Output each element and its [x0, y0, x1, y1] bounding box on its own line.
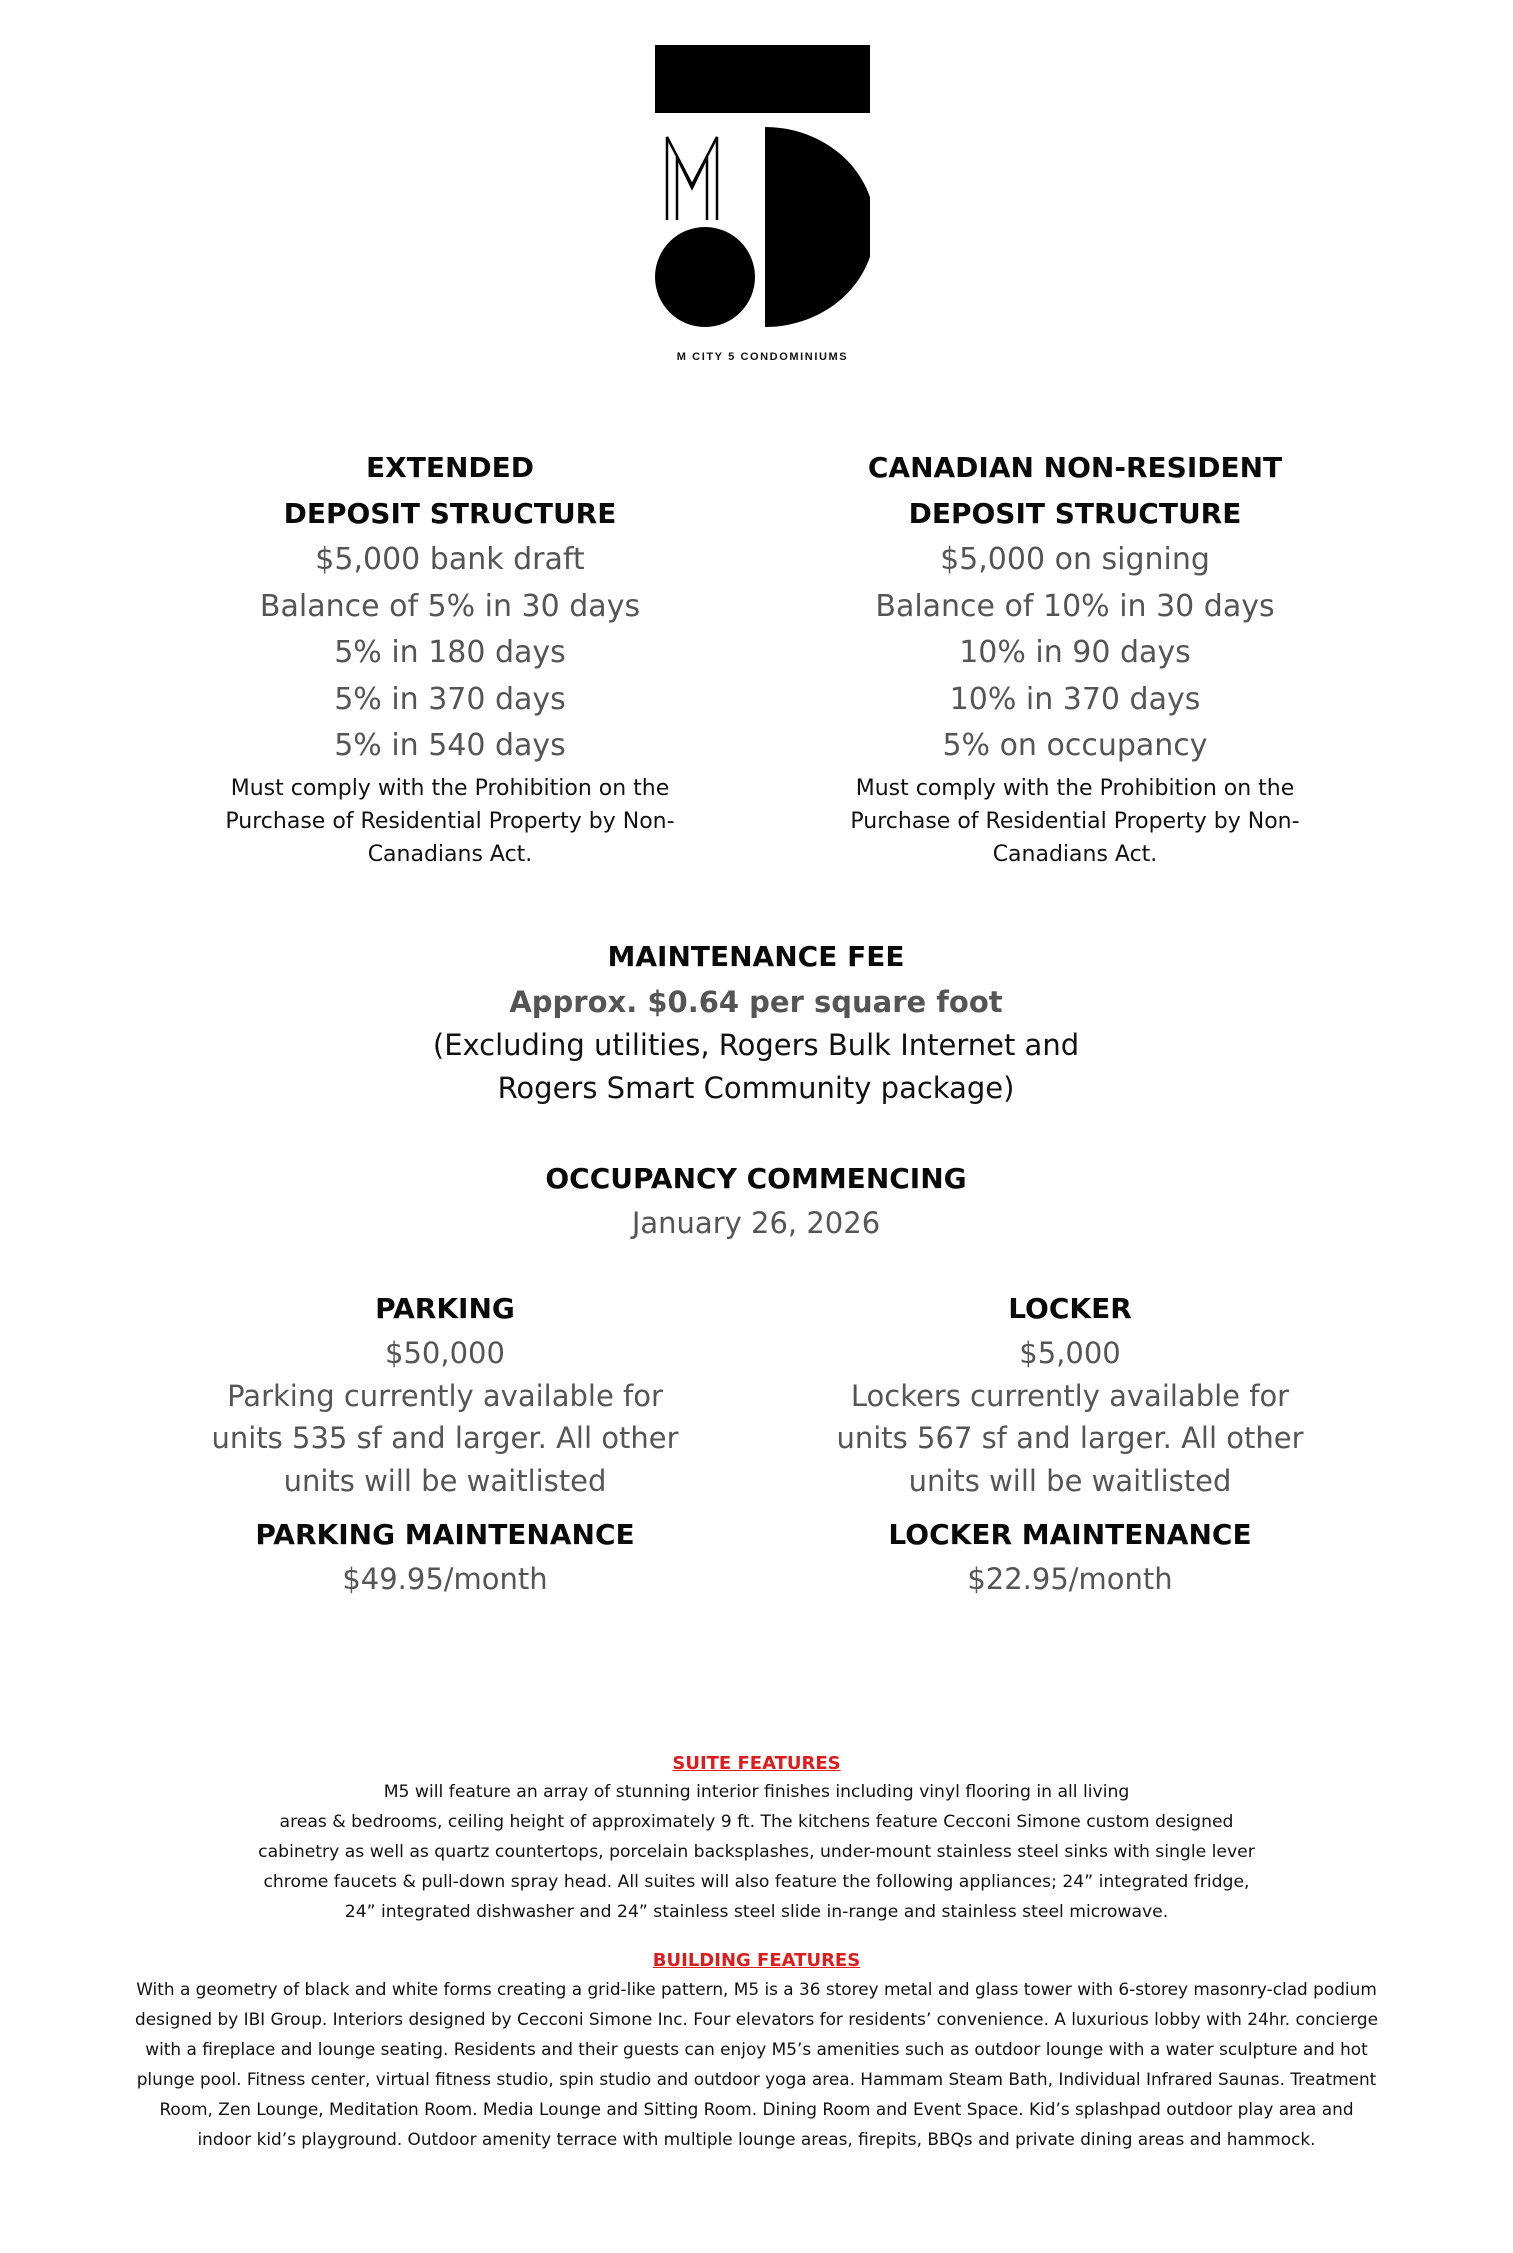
suite-features-text	[0, 1777, 1513, 1927]
suite-features-line: 24” integrated dishwasher and 24” stainless steel slide in-range and stainless steel microwave.	[344, 1902, 1169, 1922]
building-features-title: BUILDING FEATURES	[652, 1950, 861, 1971]
suite-features-line: cabinetry as well as quartz countertops, porcelain backsplashes, under-mount stainless steel sinks with single lever	[258, 1842, 1255, 1862]
occupancy-heading: OCCUPANCY COMMENCING	[545, 1162, 967, 1195]
m-city-5-logo	[655, 45, 870, 375]
parking-availability-line: units will be waitlisted	[283, 1463, 607, 1498]
building-features-line: With a geometry of black and white forms creating a grid-like pattern, M5 is a 36 storey metal and glass tower with 6-storey masonry-clad podium	[136, 1979, 1377, 1999]
building-features-line: designed by IBI Group. Interiors designed by Cecconi Simone Inc. Four elevators for residents’ convenience. A luxurious lobby with 24hr. concierge	[134, 2009, 1378, 2029]
logo-wordmark: M CITY 5 CONDOMINIUMS	[676, 351, 849, 363]
compliance-note-line: Purchase of Residential Property by Non-	[850, 808, 1300, 834]
compliance-note-line: Purchase of Residential Property by Non-	[225, 808, 675, 834]
occupancy-date: January 26, 2026	[631, 1206, 881, 1240]
deposit-item: 5% on occupancy	[942, 728, 1208, 763]
parking-section	[185, 1286, 705, 1601]
building-features-line: with a fireplace and lounge seating. Residents and their guests can enjoy M5’s amenities such as outdoor lounge with a water sculpture and hot	[145, 2039, 1368, 2059]
occupancy-section	[456, 1156, 1056, 1245]
locker-heading: LOCKER	[1008, 1292, 1132, 1325]
suite-features-title: SUITE FEATURES	[672, 1753, 841, 1774]
compliance-note-line: Canadians Act.	[367, 841, 533, 867]
non-resident-deposit-section	[805, 445, 1345, 871]
parking-maintenance-price: $49.95/month	[342, 1562, 548, 1596]
maintenance-fee-note-line: Rogers Smart Community package)	[497, 1071, 1015, 1105]
locker-section	[810, 1286, 1330, 1601]
deposit-item: $5,000 bank draft	[315, 542, 585, 577]
locker-maintenance-price: $22.95/month	[967, 1562, 1173, 1596]
locker-availability-line: units will be waitlisted	[908, 1463, 1232, 1498]
compliance-note-line: Must comply with the Prohibition on the	[230, 775, 670, 801]
extended-deposit-structure-heading: DEPOSIT STRUCTURE	[283, 497, 617, 530]
compliance-note-line: Must comply with the Prohibition on the	[855, 775, 1295, 801]
building-features-line: indoor kid’s playground. Outdoor amenity terrace with multiple lounge areas, firepits, BBQs and private dining areas and hammock.	[197, 2129, 1316, 2149]
locker-maintenance-heading: LOCKER MAINTENANCE	[888, 1518, 1252, 1551]
extended-deposit-section	[190, 445, 710, 871]
deposit-item: $5,000 on signing	[940, 542, 1210, 577]
non-resident-heading: CANADIAN NON-RESIDENT	[867, 451, 1283, 484]
parking-availability-line: Parking currently available for	[227, 1378, 663, 1413]
locker-price: $5,000	[1019, 1336, 1121, 1370]
m5-logo-mark	[655, 45, 870, 345]
building-features-text	[0, 1974, 1513, 2154]
deposit-item: Balance of 5% in 30 days	[259, 588, 641, 624]
building-features-line: Room, Zen Lounge, Meditation Room. Media Lounge and Sitting Room. Dining Room and Event Space. Kid’s splashpad outdoor play area and	[159, 2099, 1354, 2119]
deposit-item: 10% in 370 days	[949, 681, 1201, 717]
deposit-item: 5% in 180 days	[334, 635, 566, 670]
deposit-item: 5% in 540 days	[334, 728, 566, 763]
compliance-note-line: Canadians Act.	[992, 841, 1158, 867]
maintenance-fee-section	[356, 934, 1156, 1110]
maintenance-fee-note-line: (Excluding utilities, Rogers Bulk Internet and	[432, 1028, 1080, 1062]
parking-maintenance-heading: PARKING MAINTENANCE	[255, 1518, 635, 1551]
non-resident-deposit-structure-heading: DEPOSIT STRUCTURE	[908, 497, 1242, 530]
deposit-item: 10% in 90 days	[959, 635, 1191, 670]
suite-features-line: chrome faucets & pull-down spray head. All suites will also feature the following appliances; 24” integrated fridge,	[263, 1872, 1250, 1892]
locker-availability-line: Lockers currently available for	[850, 1378, 1290, 1413]
suite-features-line: M5 will feature an array of stunning interior finishes including vinyl flooring in all living	[383, 1782, 1130, 1802]
maintenance-fee-heading: MAINTENANCE FEE	[607, 940, 905, 973]
building-features-line: plunge pool. Fitness center, virtual fitness studio, spin studio and outdoor yoga area. Hammam Steam Bath, Individual Infrared Saunas. Treatment	[136, 2069, 1377, 2089]
parking-heading: PARKING	[375, 1292, 515, 1325]
parking-price: $50,000	[385, 1336, 505, 1370]
deposit-item: 5% in 370 days	[334, 681, 566, 717]
maintenance-fee-rate: Approx. $0.64 per square foot	[509, 985, 1003, 1019]
parking-availability-line: units 535 sf and larger. All other	[211, 1421, 679, 1455]
locker-availability-line: units 567 sf and larger. All other	[836, 1421, 1304, 1455]
extended-heading: EXTENDED	[366, 451, 534, 484]
suite-features-line: areas & bedrooms, ceiling height of approximately 9 ft. The kitchens feature Cecconi Simone custom designed	[279, 1812, 1234, 1832]
deposit-item: Balance of 10% in 30 days	[875, 588, 1275, 624]
compliance-note	[190, 772, 710, 871]
compliance-note	[805, 772, 1345, 871]
